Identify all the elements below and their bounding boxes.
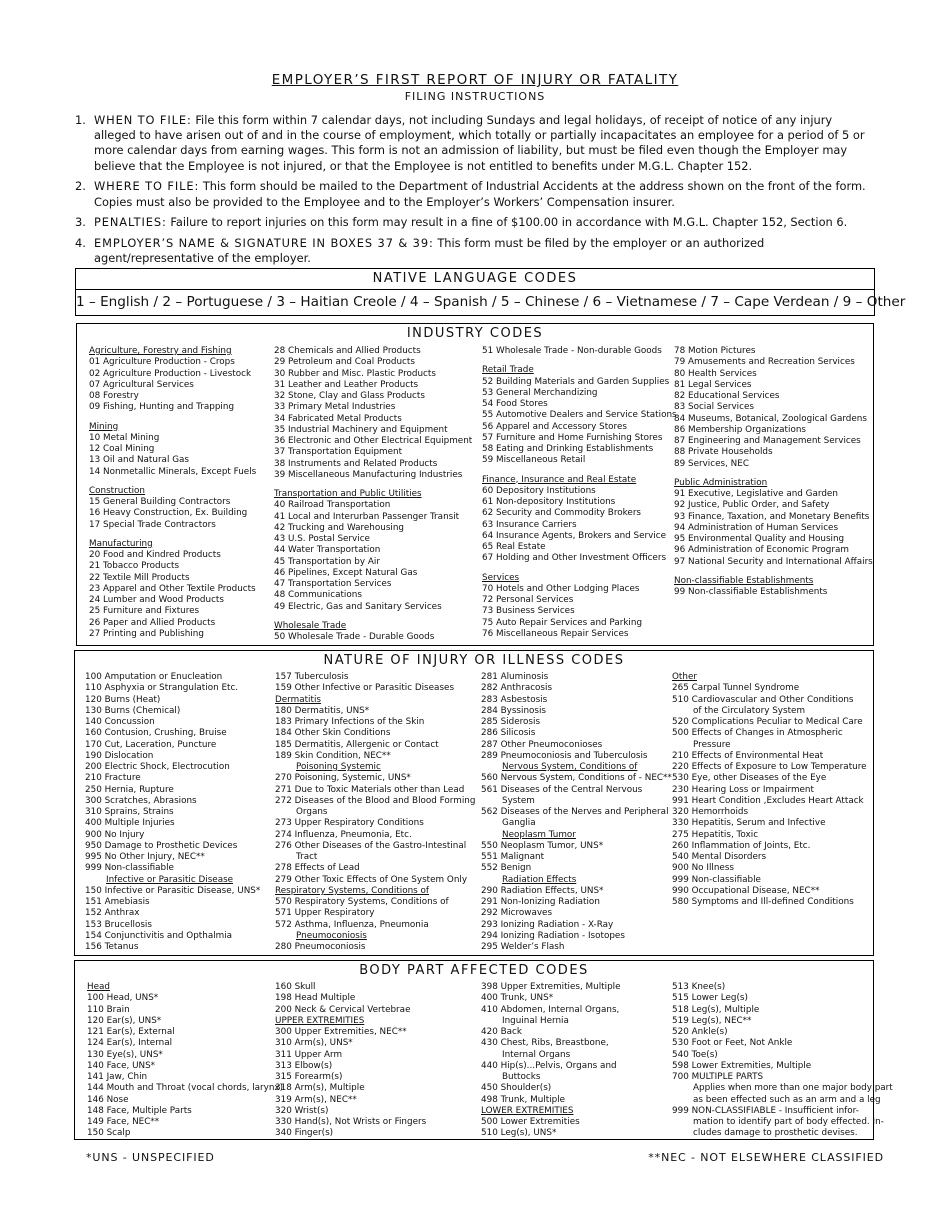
code-entry: 55 Automotive Dealers and Service Stations bbox=[482, 410, 677, 421]
code-entry: 97 National Security and International Affairs bbox=[674, 556, 873, 567]
code-entry: 67 Holding and Other Investment Officers bbox=[482, 553, 667, 564]
code-entry: 210 Fracture bbox=[85, 773, 141, 784]
code-entry: 560 Nervous System, Conditions of - NEC** bbox=[481, 773, 672, 784]
code-entry: 27 Printing and Publishing bbox=[89, 628, 204, 639]
code-entry: 100 Head, UNS* bbox=[87, 993, 159, 1004]
code-entry: 500 Effects of Changes in Atmospheric bbox=[672, 728, 843, 739]
code-entry: 400 Multiple Injuries bbox=[85, 818, 175, 829]
code-entry: 39 Miscellaneous Manufacturing Industries bbox=[274, 469, 463, 480]
code-entry: 530 Foot or Feet, Not Ankle bbox=[672, 1038, 793, 1049]
code-entry: 10 Metal Mining bbox=[89, 432, 160, 443]
code-entry: 430 Chest, Ribs, Breastbone, bbox=[481, 1038, 609, 1049]
code-entry: 999 NON-CLASSIFIABLE - Insufficient infor- bbox=[672, 1105, 859, 1116]
code-column bbox=[481, 672, 672, 953]
code-category-heading: Neoplasm Tumor bbox=[502, 829, 576, 840]
code-entry: 210 Effects of Environmental Heat bbox=[672, 750, 824, 761]
code-entry: 410 Abdomen, Internal Organs, bbox=[481, 1004, 620, 1015]
code-entry: 150 Infective or Parasitic Disease, UNS* bbox=[85, 885, 261, 896]
instruction-text: This form must be filed by the employer or an authorized agent/representative of the employer. bbox=[94, 235, 765, 266]
code-entry: 53 General Merchandizing bbox=[482, 387, 598, 398]
code-entry: 550 Neoplasm Tumor, UNS* bbox=[481, 840, 604, 851]
code-entry: 995 No Other Injury, NEC** bbox=[85, 852, 205, 862]
code-entry: 274 Influenza, Pneumonia, Etc. bbox=[275, 829, 412, 840]
code-column bbox=[89, 346, 256, 640]
code-category-heading: Agriculture, Forestry and Fishing bbox=[89, 346, 232, 356]
code-entry: 64 Insurance Agents, Brokers and Service bbox=[482, 530, 667, 541]
code-entry: 285 Siderosis bbox=[481, 717, 541, 727]
code-entry: 110 Brain bbox=[87, 1004, 130, 1015]
code-entry: 230 Hearing Loss or Impairment bbox=[672, 784, 814, 795]
code-entry: 41 Local and Interurban Passenger Transit bbox=[274, 511, 460, 522]
code-entry: 47 Transportation Services bbox=[274, 579, 392, 589]
code-entry: 14 Nonmetallic Minerals, Except Fuels bbox=[89, 466, 257, 477]
code-entry: Internal Organs bbox=[502, 1049, 571, 1060]
code-entry: 54 Food Stores bbox=[482, 399, 548, 409]
code-entry: 46 Pipelines, Except Natural Gas bbox=[274, 567, 418, 578]
code-entry: 290 Radiation Effects, UNS* bbox=[481, 885, 604, 896]
code-entry: 440 Hip(s)...Pelvis, Organs and bbox=[481, 1060, 617, 1071]
code-entry: 571 Upper Respiratory bbox=[275, 908, 375, 919]
body-part-codes-box bbox=[74, 960, 893, 1140]
code-category-heading: Dermatitis bbox=[275, 694, 321, 705]
code-entry: 110 Asphyxia or Strangulation Etc. bbox=[85, 683, 239, 694]
code-category-heading: Respiratory Systems, Conditions of bbox=[275, 885, 430, 896]
code-entry: 198 Head Multiple bbox=[275, 993, 356, 1004]
footer-uns-note: *UNS - UNSPECIFIED bbox=[86, 1151, 215, 1164]
code-category-heading: Infective or Parasitic Disease bbox=[106, 874, 234, 885]
code-entry: 273 Upper Respiratory Conditions bbox=[275, 818, 424, 829]
code-entry: 28 Chemicals and Allied Products bbox=[274, 346, 421, 356]
code-entry: 598 Lower Extremities, Multiple bbox=[672, 1060, 812, 1071]
code-column bbox=[87, 982, 283, 1140]
code-entry: 36 Electronic and Other Electrical Equipment bbox=[274, 436, 473, 446]
code-entry: Inguinal Hernia bbox=[502, 1015, 569, 1026]
code-entry: 152 Anthrax bbox=[85, 908, 140, 919]
code-entry: 140 Concussion bbox=[85, 717, 155, 727]
code-entry: 43 U.S. Postal Service bbox=[274, 534, 370, 544]
code-entry: 22 Textile Mill Products bbox=[89, 572, 190, 583]
code-entry: 991 Heart Condition ,Excludes Heart Attack bbox=[672, 795, 864, 806]
code-entry: 08 Forestry bbox=[89, 391, 139, 401]
code-entry: Buttocks bbox=[502, 1072, 541, 1082]
code-entry: 61 Non-depository Institutions bbox=[482, 497, 616, 507]
code-entry: 153 Brucellosis bbox=[85, 919, 152, 930]
code-entry: 49 Electric, Gas and Sanitary Services bbox=[274, 601, 442, 612]
code-entry: 83 Social Services bbox=[674, 402, 754, 413]
code-entry: 93 Finance, Taxation, and Monetary Benefits bbox=[674, 511, 870, 522]
code-entry: 184 Other Skin Conditions bbox=[275, 728, 391, 739]
code-entry: 320 Hemorrhoids bbox=[672, 807, 749, 817]
code-entry: 23 Apparel and Other Textile Products bbox=[89, 583, 256, 594]
code-entry: 141 Jaw, Chin bbox=[87, 1072, 148, 1082]
code-entry: 25 Furniture and Fixtures bbox=[89, 606, 200, 617]
code-column bbox=[672, 982, 893, 1140]
code-entry: 340 Finger(s) bbox=[275, 1128, 334, 1139]
code-entry: 530 Eye, other Diseases of the Eye bbox=[672, 773, 827, 784]
instruction-heading: WHERE TO FILE: bbox=[94, 179, 200, 194]
code-entry: 17 Special Trade Contractors bbox=[89, 519, 216, 530]
instruction-number: 3. bbox=[75, 215, 86, 230]
code-entry: 76 Miscellaneous Repair Services bbox=[482, 628, 629, 639]
code-entry: 13 Oil and Natural Gas bbox=[89, 455, 189, 466]
code-entry: 170 Cut, Laceration, Puncture bbox=[85, 739, 217, 750]
code-entry: 59 Miscellaneous Retail bbox=[482, 455, 586, 466]
code-entry: 86 Membership Organizations bbox=[674, 424, 806, 435]
code-entry: 24 Lumber and Wood Products bbox=[89, 595, 224, 605]
code-entry: 124 Ear(s), Internal bbox=[87, 1038, 173, 1049]
code-entry: 570 Respiratory Systems, Conditions of bbox=[275, 897, 449, 907]
code-entry: 121 Ear(s), External bbox=[87, 1027, 175, 1037]
code-entry: 318 Arm(s), Multiple bbox=[275, 1083, 365, 1094]
code-entry: 292 Microwaves bbox=[481, 908, 553, 919]
instruction-number: 4. bbox=[75, 235, 86, 250]
code-entry: 510 Leg(s), UNS* bbox=[481, 1128, 557, 1139]
nature-codes-columns bbox=[75, 671, 873, 952]
code-entry: 400 Trunk, UNS* bbox=[481, 993, 554, 1004]
code-entry: 282 Anthracosis bbox=[481, 683, 553, 694]
code-entry: 72 Personal Services bbox=[482, 595, 574, 605]
code-entry: 291 Non-Ionizing Radiation bbox=[481, 897, 600, 907]
code-entry: 320 Wrist(s) bbox=[275, 1105, 329, 1116]
code-entry: 294 Ionizing Radiation - Isotopes bbox=[481, 930, 625, 941]
code-entry: 295 Welder’s Flash bbox=[481, 942, 565, 952]
code-entry: 310 Arm(s), UNS* bbox=[275, 1038, 353, 1049]
code-entry: 281 Aluminosis bbox=[481, 672, 549, 682]
code-entry: 276 Other Diseases of the Gastro-Intestinal bbox=[275, 840, 467, 851]
code-entry: 572 Asthma, Influenza, Pneumonia bbox=[275, 919, 429, 930]
code-entry: 990 Occupational Disease, NEC** bbox=[672, 885, 820, 896]
code-entry: 82 Educational Services bbox=[674, 391, 780, 401]
code-entry: 510 Cardiovascular and Other Conditions bbox=[672, 694, 854, 705]
code-entry: 157 Tuberculosis bbox=[275, 672, 349, 682]
code-column bbox=[672, 672, 867, 908]
code-entry: as been effected such as an arm and a leg bbox=[693, 1094, 881, 1105]
code-category-heading: Public Administration bbox=[674, 477, 768, 488]
code-category-heading: Manufacturing bbox=[89, 538, 153, 549]
code-entry: 63 Insurance Carriers bbox=[482, 519, 577, 530]
code-entry: 260 Inflammation of Joints, Etc. bbox=[672, 840, 811, 851]
code-entry: Applies when more than one major body part bbox=[693, 1083, 893, 1094]
code-entry: 293 Ionizing Radiation - X-Ray bbox=[481, 919, 614, 930]
code-entry: 513 Knee(s) bbox=[672, 982, 726, 992]
code-entry: 84 Museums, Botanical, Zoological Gardens bbox=[674, 413, 867, 424]
code-entry: 330 Hepatitis, Serum and Infective bbox=[672, 818, 826, 829]
code-category-heading: Finance, Insurance and Real Estate bbox=[482, 474, 637, 485]
code-entry: 73 Business Services bbox=[482, 606, 575, 617]
code-entry: 32 Stone, Clay and Glass Products bbox=[274, 391, 425, 401]
native-language-title: NATIVE LANGUAGE CODES bbox=[372, 271, 578, 286]
code-entry: 35 Industrial Machinery and Equipment bbox=[274, 424, 448, 435]
code-entry: 330 Hand(s), Not Wrists or Fingers bbox=[275, 1117, 427, 1127]
code-entry: 21 Tobacco Products bbox=[89, 561, 180, 572]
code-category-heading: Poisoning Systemic bbox=[296, 762, 381, 772]
code-entry: 561 Diseases of the Central Nervous bbox=[481, 784, 643, 795]
code-entry: 154 Conjunctivitis and Opthalmia bbox=[85, 930, 233, 941]
code-entry: 144 Mouth and Throat (vocal chords, larynx) bbox=[87, 1083, 284, 1094]
code-entry: 58 Eating and Drinking Establishments bbox=[482, 444, 654, 454]
code-entry: 520 Complications Peculiar to Medical Care bbox=[672, 717, 863, 727]
instruction-text: This form should be mailed to the Department of Industrial Accidents at the address shown on the front of the form. Copies must also be provided to the Employee and to the Employer’s Workers’ Compensation insurer. bbox=[94, 179, 866, 209]
code-entry: 540 Mental Disorders bbox=[672, 852, 767, 862]
code-entry: 156 Tetanus bbox=[85, 942, 139, 952]
code-entry: 180 Dermatitis, UNS* bbox=[275, 705, 370, 716]
filing-instructions bbox=[75, 113, 877, 272]
code-entry: 315 Forearm(s) bbox=[275, 1072, 343, 1082]
code-entry: 42 Trucking and Warehousing bbox=[274, 522, 405, 533]
code-entry: Ganglia bbox=[502, 818, 536, 829]
code-entry: 275 Hepatitis, Toxic bbox=[672, 829, 759, 840]
code-entry: 99 Non-classifiable Establishments bbox=[674, 587, 828, 597]
code-entry: 500 Lower Extremities bbox=[481, 1117, 580, 1127]
code-category-heading: UPPER EXTREMITIES bbox=[275, 1015, 365, 1026]
code-entry: 398 Upper Extremities, Multiple bbox=[481, 982, 621, 992]
code-entry: 80 Health Services bbox=[674, 368, 757, 379]
code-category-heading: Radiation Effects bbox=[502, 874, 577, 885]
code-entry: 120 Ear(s), UNS* bbox=[87, 1015, 162, 1026]
code-entry: 34 Fabricated Metal Products bbox=[274, 413, 402, 424]
code-entry: 700 MULTIPLE PARTS bbox=[672, 1072, 764, 1082]
code-category-heading: Services bbox=[482, 572, 520, 583]
code-entry: 265 Carpal Tunnel Syndrome bbox=[672, 683, 800, 694]
code-entry: 56 Apparel and Accessory Stores bbox=[482, 421, 627, 432]
code-entry: 48 Communications bbox=[274, 590, 362, 601]
code-entry: 150 Scalp bbox=[87, 1128, 131, 1139]
code-entry: 87 Engineering and Management Services bbox=[674, 436, 861, 446]
code-entry: 79 Amusements and Recreation Services bbox=[674, 357, 855, 368]
code-entry: 520 Ankle(s) bbox=[672, 1027, 728, 1037]
code-category-heading: Transportation and Public Utilities bbox=[274, 489, 422, 499]
code-entry: System bbox=[502, 795, 535, 806]
code-entry: 515 Lower Leg(s) bbox=[672, 993, 748, 1004]
code-entry: 62 Security and Commodity Brokers bbox=[482, 508, 642, 519]
code-entry: 40 Railroad Transportation bbox=[274, 500, 391, 511]
code-entry: 78 Motion Pictures bbox=[674, 346, 756, 356]
page-subtitle: FILING INSTRUCTIONS bbox=[404, 90, 546, 103]
code-entry: 149 Face, NEC** bbox=[87, 1117, 160, 1127]
code-category-heading: Retail Trade bbox=[482, 365, 534, 376]
instruction-item bbox=[75, 236, 877, 266]
code-entry: 91 Executive, Legislative and Garden bbox=[674, 489, 838, 499]
code-entry: 286 Silicosis bbox=[481, 728, 536, 739]
code-entry: 310 Sprains, Strains bbox=[85, 807, 174, 817]
code-entry: Organs bbox=[296, 807, 328, 817]
code-entry: 31 Leather and Leather Products bbox=[274, 379, 419, 390]
code-entry: 300 Upper Extremities, NEC** bbox=[275, 1027, 407, 1037]
code-entry: 120 Burns (Heat) bbox=[85, 694, 161, 705]
code-entry: 283 Asbestosis bbox=[481, 694, 548, 705]
body-part-codes-columns bbox=[75, 981, 893, 1139]
code-entry: 26 Paper and Allied Products bbox=[89, 617, 216, 628]
code-category-heading: Mining bbox=[89, 421, 119, 432]
code-entry: 580 Symptoms and Ill-defined Conditions bbox=[672, 897, 854, 907]
code-entry: 92 Justice, Public Order, and Safety bbox=[674, 500, 830, 511]
code-entry: 01 Agriculture Production - Crops bbox=[89, 357, 235, 368]
code-entry: 15 General Building Contractors bbox=[89, 497, 231, 507]
code-entry: 278 Effects of Lead bbox=[275, 863, 360, 874]
code-entry: 16 Heavy Construction, Ex. Building bbox=[89, 508, 248, 519]
code-entry: 562 Diseases of the Nerves and Peripheral bbox=[481, 807, 669, 817]
code-entry: 900 No Injury bbox=[85, 829, 145, 840]
code-entry: 300 Scratches, Abrasions bbox=[85, 795, 197, 806]
code-entry: 900 No Illness bbox=[672, 863, 734, 874]
code-entry: 279 Other Toxic Effects of One System Only bbox=[275, 874, 468, 885]
instruction-heading: EMPLOYER’S NAME & SIGNATURE IN BOXES 37 & 39: bbox=[94, 235, 434, 250]
code-entry: 200 Neck & Cervical Vertebrae bbox=[275, 1004, 411, 1015]
instruction-item bbox=[75, 215, 877, 230]
code-entry: 287 Other Pneumoconioses bbox=[481, 739, 603, 750]
code-entry: 130 Burns (Chemical) bbox=[85, 705, 181, 716]
code-entry: 160 Skull bbox=[275, 982, 316, 992]
code-column bbox=[85, 672, 260, 953]
code-entry: 498 Trunk, Multiple bbox=[481, 1094, 566, 1105]
code-entry: 95 Environmental Quality and Housing bbox=[674, 534, 845, 544]
instruction-heading: PENALTIES: bbox=[94, 215, 167, 230]
code-entry: 519 Leg(s), NEC** bbox=[672, 1015, 752, 1026]
instruction-text: Failure to report injuries on this form may result in a fine of $100.00 in accordance with M.G.L. Chapter 152, Section 6. bbox=[166, 215, 848, 230]
native-language-codes-box bbox=[75, 268, 906, 316]
code-entry: 33 Primary Metal Industries bbox=[274, 402, 396, 413]
code-entry: 148 Face, Multiple Parts bbox=[87, 1105, 192, 1116]
code-entry: 280 Pneumoconiosis bbox=[275, 942, 366, 952]
code-entry: 551 Malignant bbox=[481, 852, 545, 862]
code-entry: 09 Fishing, Hunting and Trapping bbox=[89, 402, 235, 413]
code-entry: 190 Dislocation bbox=[85, 750, 154, 761]
industry-codes-box bbox=[76, 323, 874, 646]
code-entry: 30 Rubber and Misc. Plastic Products bbox=[274, 368, 436, 379]
body-part-codes-title: BODY PART AFFECTED CODES bbox=[359, 963, 589, 978]
code-entry: 146 Nose bbox=[87, 1094, 129, 1105]
code-entry: 220 Effects of Exposure to Low Temperature bbox=[672, 762, 867, 772]
code-column bbox=[275, 982, 426, 1140]
code-entry: 52 Building Materials and Garden Supplies bbox=[482, 376, 670, 387]
code-entry: 284 Byssinosis bbox=[481, 705, 547, 716]
code-entry: 185 Dermatitis, Allergenic or Contact bbox=[275, 739, 439, 750]
instruction-heading: WHEN TO FILE: bbox=[94, 113, 192, 127]
code-entry: 89 Services, NEC bbox=[674, 458, 749, 469]
code-entry: 289 Pneumoconiosis and Tuberculosis bbox=[481, 750, 648, 761]
code-entry: 45 Transportation by Air bbox=[274, 556, 380, 567]
code-column bbox=[274, 346, 472, 643]
code-category-heading: Pneumoconiosis bbox=[296, 930, 367, 941]
code-category-heading: Nervous System, Conditions of bbox=[502, 762, 638, 772]
code-category-heading: LOWER EXTREMITIES bbox=[481, 1105, 574, 1116]
code-entry: 151 Amebiasis bbox=[85, 897, 150, 907]
code-entry: 311 Upper Arm bbox=[275, 1049, 343, 1060]
code-category-heading: Construction bbox=[89, 485, 146, 496]
code-column bbox=[481, 982, 621, 1140]
code-entry: 70 Hotels and Other Lodging Places bbox=[482, 583, 640, 594]
code-entry: 271 Due to Toxic Materials other than Lead bbox=[275, 784, 465, 795]
instruction-item bbox=[75, 113, 877, 174]
code-entry: 88 Private Households bbox=[674, 447, 773, 458]
code-entry: 29 Petroleum and Coal Products bbox=[274, 357, 415, 368]
code-entry: cludes damage to prosthetic devises. bbox=[693, 1128, 858, 1139]
code-entry: of the Circulatory System bbox=[693, 705, 806, 716]
code-entry: 272 Diseases of the Blood and Blood Forming bbox=[275, 795, 476, 806]
code-entry: 20 Food and Kindred Products bbox=[89, 550, 221, 560]
code-entry: 140 Face, UNS* bbox=[87, 1060, 156, 1071]
code-entry: 12 Coal Mining bbox=[89, 444, 155, 454]
native-language-codes: 1 – English / 2 – Portuguese / 3 – Haitian Creole / 4 – Spanish / 5 – Chinese / 6 – Vietnamese / 7 – Cape Verdean / 9 – Other bbox=[76, 289, 874, 314]
code-entry: 37 Transportation Equipment bbox=[274, 447, 403, 458]
code-entry: 159 Other Infective or Parasitic Diseases bbox=[275, 683, 455, 694]
nature-codes-box bbox=[74, 650, 874, 956]
code-entry: 75 Auto Repair Services and Parking bbox=[482, 617, 643, 628]
code-column bbox=[275, 672, 475, 953]
code-entry: 552 Benign bbox=[481, 863, 532, 874]
instruction-number: 2. bbox=[75, 179, 86, 194]
code-entry: 44 Water Transportation bbox=[274, 545, 381, 556]
code-entry: 450 Shoulder(s) bbox=[481, 1083, 552, 1094]
code-entry: 540 Toe(s) bbox=[672, 1049, 718, 1060]
footer-nec-note: **NEC - NOT ELSEWHERE CLASSIFIED bbox=[648, 1151, 884, 1164]
code-entry: 57 Furniture and Home Furnishing Stores bbox=[482, 432, 663, 443]
code-entry: 38 Instruments and Related Products bbox=[274, 458, 438, 469]
code-entry: Tract bbox=[296, 852, 318, 862]
code-entry: 07 Agricultural Services bbox=[89, 379, 194, 390]
code-entry: 250 Hernia, Rupture bbox=[85, 784, 174, 795]
code-category-heading: Head bbox=[87, 982, 111, 992]
code-column bbox=[482, 346, 677, 640]
code-entry: 60 Depository Institutions bbox=[482, 485, 596, 496]
instruction-item bbox=[75, 179, 877, 209]
instruction-text: File this form within 7 calendar days, not including Sundays and legal holidays, of receipt of notice of any injury alleged to have arisen out of and in the course of employment, which totally or partially incapacitates an employee for a period of 5 or more calendar days from earning wages. This form is not an admission of liability, but must be filed even though the Employer may believe that the Employee is not injured, or that the Employee is not entitled to benefits under M.G.L. Chapter 152. bbox=[94, 113, 865, 173]
code-entry: 950 Damage to Prosthetic Devices bbox=[85, 840, 238, 851]
code-entry: 02 Agriculture Production - Livestock bbox=[89, 368, 252, 379]
instruction-number: 1. bbox=[75, 113, 86, 127]
code-entry: 51 Wholesale Trade - Non-durable Goods bbox=[482, 346, 662, 356]
code-entry: 160 Contusion, Crushing, Bruise bbox=[85, 728, 227, 739]
industry-codes-title: INDUSTRY CODES bbox=[406, 326, 544, 341]
code-entry: 130 Eye(s), UNS* bbox=[87, 1049, 163, 1060]
code-entry: 94 Administration of Human Services bbox=[674, 522, 839, 533]
code-entry: 183 Primary Infections of the Skin bbox=[275, 717, 425, 727]
code-column bbox=[674, 346, 873, 598]
industry-codes-columns bbox=[77, 344, 873, 642]
code-entry: 200 Electric Shock, Electrocution bbox=[85, 762, 230, 772]
code-entry: 999 Non-classifiable bbox=[85, 863, 174, 874]
nature-codes-title: NATURE OF INJURY OR ILLNESS CODES bbox=[323, 653, 625, 668]
code-entry: 81 Legal Services bbox=[674, 379, 752, 390]
code-category-heading: Other bbox=[672, 672, 697, 682]
code-category-heading: Wholesale Trade bbox=[274, 620, 347, 631]
code-entry: 96 Administration of Economic Program bbox=[674, 545, 849, 556]
code-entry: 100 Amputation or Enucleation bbox=[85, 672, 223, 682]
code-entry: mation to identify part of body effected. In- bbox=[693, 1117, 884, 1127]
code-category-heading: Non-classifiable Establishments bbox=[674, 575, 814, 586]
code-entry: 189 Skin Condition, NEC** bbox=[275, 750, 391, 761]
page-title: EMPLOYER’S FIRST REPORT OF INJURY OR FATALITY bbox=[271, 72, 679, 88]
code-entry: 65 Real Estate bbox=[482, 542, 546, 552]
code-entry: 50 Wholesale Trade - Durable Goods bbox=[274, 632, 435, 642]
code-entry: 420 Back bbox=[481, 1027, 522, 1037]
code-entry: 319 Arm(s), NEC** bbox=[275, 1094, 357, 1105]
code-entry: Pressure bbox=[693, 739, 731, 750]
code-entry: 999 Non-classifiable bbox=[672, 874, 761, 885]
code-entry: 518 Leg(s), Multiple bbox=[672, 1004, 760, 1015]
code-entry: 270 Poisoning, Systemic, UNS* bbox=[275, 773, 411, 784]
code-entry: 313 Elbow(s) bbox=[275, 1060, 333, 1071]
